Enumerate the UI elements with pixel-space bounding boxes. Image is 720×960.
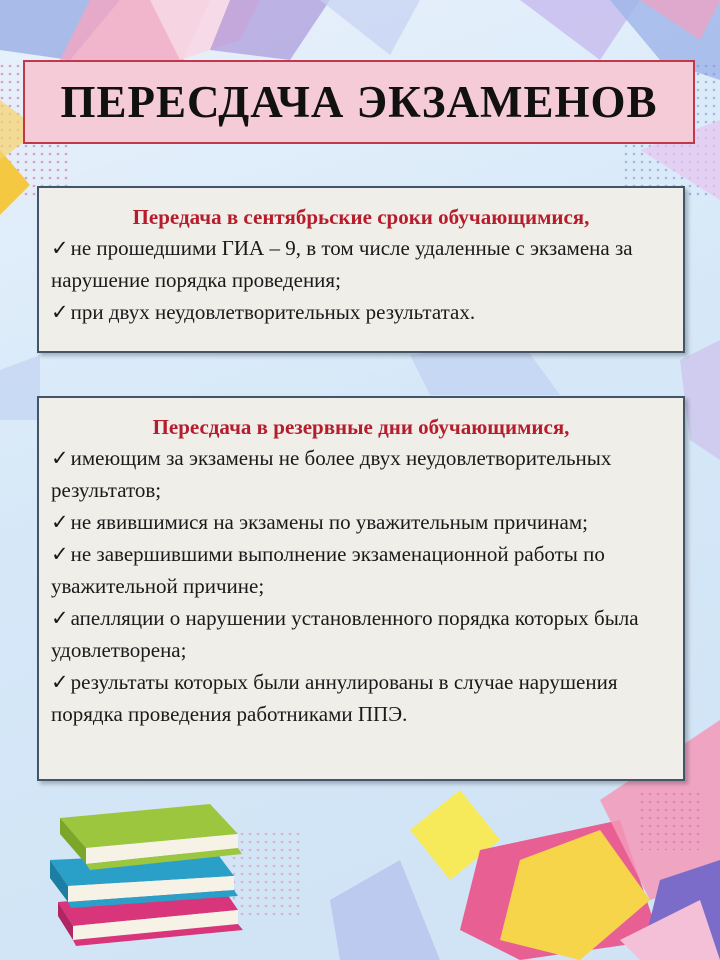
title-banner [23,60,695,144]
list-item: ✓апелляции о нарушении установленного порядка которых была удовлетворена; [51,606,639,662]
list-item: ✓не явившимися на экзамены по уважительным причинам; [51,510,588,534]
list-item: ✓не прошедшими ГИА – 9, в том числе удаленные с экзамена за нарушение порядка проведения; [51,236,633,292]
check-icon: ✓ [51,606,69,630]
check-icon: ✓ [51,300,69,324]
card-heading: Передача в сентябрьские сроки обучающимися, [132,205,590,229]
card-list [51,442,671,730]
list-item: ✓результаты которых были аннулированы в случае нарушения порядка проведения работниками ППЭ. [51,670,618,726]
september-retake-card [37,186,685,353]
check-icon: ✓ [51,236,69,260]
card-list [51,232,671,328]
card-heading: Пересдача в резервные дни обучающимися, [152,415,570,439]
check-icon: ✓ [51,446,69,470]
reserve-days-card [37,396,685,781]
check-icon: ✓ [51,510,69,534]
books-stack-icon [38,790,268,950]
page-title: ПЕРЕСДАЧА ЭКЗАМЕНОВ [60,77,658,127]
check-icon: ✓ [51,542,69,566]
list-item: ✓имеющим за экзамены не более двух неудовлетворительных результатов; [51,446,612,502]
check-icon: ✓ [51,670,69,694]
list-item: ✓при двух неудовлетворительных результатах. [51,300,476,324]
list-item: ✓не завершившими выполнение экзаменационной работы по уважительной причине; [51,542,605,598]
